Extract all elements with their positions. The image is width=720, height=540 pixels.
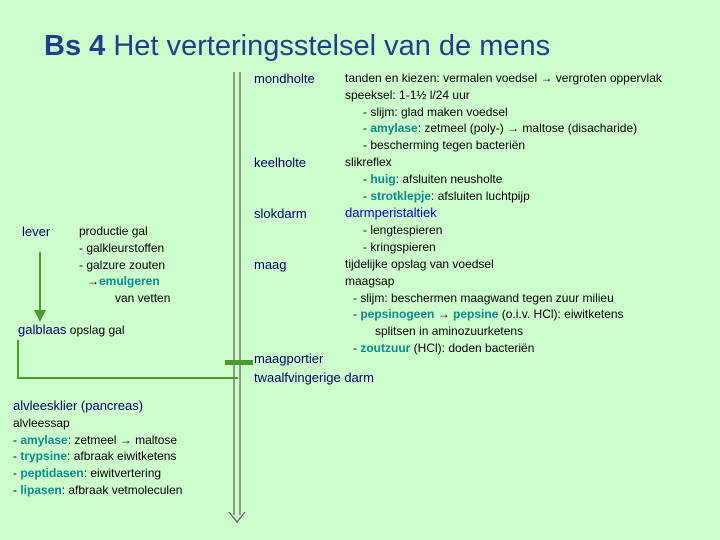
organ-galblaas: galblaas [18,322,67,337]
lever-vetten: van vetten [115,291,171,306]
amylase-text: : zetmeel (poly-) [417,121,508,136]
galblaas-connection-line [18,340,238,378]
lipasen-text: : afbraak vetmoleculen [61,482,183,497]
mond-line-amylase [345,120,662,137]
arrow-right-icon: → [119,432,132,447]
maag-opslag: tijdelijke opslag van voedsel [345,257,494,271]
lever-galzure-zouten: - galzure zouten [79,257,166,272]
maag-maagsap: maagsap [345,273,395,288]
keelholte-description [345,154,530,204]
arrow-right-icon: → [507,121,520,136]
strotklepje-text: : afsluiten luchtpijp [431,188,530,203]
mondholte-description [345,70,662,154]
organ-slokdarm: slokdarm [254,206,307,221]
galblaas-line [18,322,124,337]
term-strotklepje: strotklepje [370,188,432,203]
page-title [44,30,550,63]
alvlees-line-lipasen [13,482,182,499]
organ-maagportier: maagportier [254,351,324,366]
maagportier-marker [225,360,253,365]
dash: - [363,121,371,136]
lever-galkleurstoffen: - galkleurstoffen [79,240,165,255]
enzyme-pepsine: pepsine [453,307,499,322]
term-darmperistaltiek: darmperistaltiek [345,205,437,220]
enzyme-amylase: amylase [370,121,418,136]
slok-kringspieren: - kringspieren [363,239,436,254]
dash: - [13,449,21,464]
lever-productie: productie gal [79,224,148,238]
pepsine-text: (o.i.v. HCl): eiwitketens [498,307,624,322]
digestive-tube-arrow [229,72,245,522]
alvlees-line-amylase [13,432,182,449]
huig-text: : afsluiten neusholte [395,171,503,186]
organ-maag: maag [254,257,287,272]
maag-slijm: - slijm: beschermen maagwand tegen zuur milieu [353,290,614,305]
galblaas-text: opslag gal [66,323,125,337]
keel-slikreflex: slikreflex [345,155,392,169]
alvlees-line-peptidasen [13,465,182,482]
title-main: Het verteringsstelsel van de mens [113,30,551,62]
dash: - [363,188,371,203]
term-emulgeren: emulgeren [99,274,160,289]
dash: - [13,432,21,447]
mond-line-speeksel: speeksel: 1-1½ l/24 uur [345,87,470,102]
slokdarm-description [345,205,442,255]
maag-line-zoutzuur [345,340,624,357]
slok-lengtespieren: - lengtespieren [363,222,443,237]
dash: - [13,466,21,481]
term-huig: huig [370,171,396,186]
alvlees-sap: alvleessap [13,415,70,430]
enzyme-trypsine: trypsine [20,449,68,464]
organ-mondholte: mondholte [254,71,315,86]
arrow-right-icon: → [540,71,553,85]
organ-lever: lever [22,224,51,239]
maltose-text: maltose [131,432,178,447]
enzyme-lipasen: lipasen [20,482,62,497]
lever-description [79,223,170,307]
alvleesklier-description [13,398,182,499]
peptidasen-text: : eiwitvertering [83,466,162,481]
maag-line-pepsine [345,306,624,323]
maag-description [345,256,624,357]
dash: - [353,307,361,322]
mond-line-tanden [345,70,662,87]
arrow-right-icon: → [87,274,99,289]
keel-line-huig [345,171,530,188]
enzyme-amylase: amylase [20,432,68,447]
amylase-text: : zetmeel [67,432,120,447]
maltose-text: maltose (disacharide) [519,121,638,136]
mond-oppervlak-text: vergroten oppervlak [552,71,662,85]
mond-line-slijm: - slijm: glad maken voedsel [363,104,508,119]
mond-tanden-text: tanden en kiezen: vermalen voedsel [345,71,541,85]
mond-line-bescherming: - bescherming tegen bacteriën [363,138,526,153]
maag-splitsen: splitsen in aminozuurketens [375,324,524,339]
arrow-right-icon: → [437,307,450,322]
lever-line-emulgeren [79,273,170,290]
dash: - [13,482,21,497]
term-zoutzuur: zoutzuur [360,340,411,355]
lever-galblaas-arrow [34,252,46,322]
trypsine-text: : afbraak eiwitketens [67,449,177,464]
alvlees-line-trypsine [13,448,182,465]
dash: - [353,340,361,355]
dash: - [363,171,371,186]
organ-twaalfvingerige-darm: twaalfvingerige darm [254,370,374,385]
enzyme-peptidasen: peptidasen [20,466,84,481]
organ-keelholte: keelholte [254,155,307,170]
title-prefix: Bs 4 [44,30,106,62]
zoutzuur-text: (HCl): doden bacteriën [410,340,535,355]
keel-line-strotklepje [345,188,530,205]
enzyme-pepsinogeen: pepsinogeen [360,307,435,322]
organ-alvleesklier: alvleesklier (pancreas) [13,398,144,413]
